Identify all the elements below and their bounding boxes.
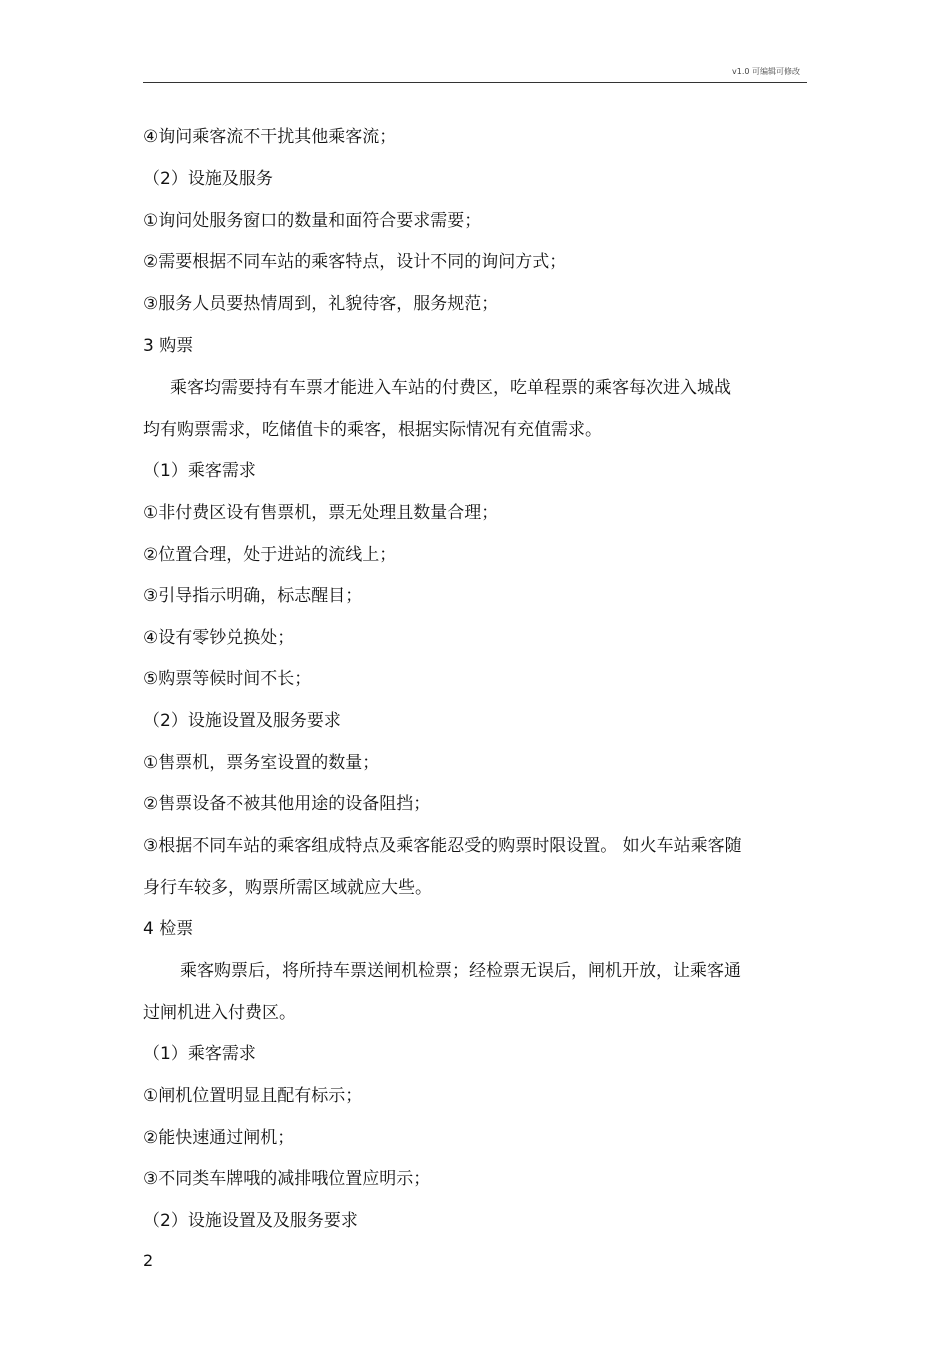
section-heading: （2）设施及服务 xyxy=(143,169,273,189)
text-line: ③服务人员要热情周到，礼貌待客，服务规范； xyxy=(143,294,499,314)
paragraph-line: 乘客均需要持有车票才能进入车站的付费区，吃单程票的乘客每次进入城战 xyxy=(170,378,731,398)
text-line: ③引导指示明确，标志醒目； xyxy=(143,586,363,606)
section-heading: （2）设施设置及及服务要求 xyxy=(143,1211,358,1231)
text-line: ④询问乘客流不干扰其他乘客流； xyxy=(143,127,397,147)
header-version-label: v1.0 可编辑可修改 xyxy=(732,67,800,76)
text-line: ②售票设备不被其他用途的设备阻挡； xyxy=(143,794,431,814)
text-line: ⑤购票等候时间不长； xyxy=(143,669,312,689)
page-number: 2 xyxy=(143,1251,154,1270)
paragraph-line: 过闸机进入付费区。 xyxy=(143,1003,296,1023)
text-line: ③根据不同车站的乘客组成特点及乘客能忍受的购票时限设置。 如火车站乘客随 xyxy=(143,836,742,856)
text-line: ③不同类车牌哦的减排哦位置应明示； xyxy=(143,1169,431,1189)
section-heading: 3 购票 xyxy=(143,336,194,356)
paragraph-line: 均有购票需求，吃储值卡的乘客，根据实际情况有充值需求。 xyxy=(143,420,602,440)
header-divider xyxy=(143,82,807,83)
text-line: ①售票机，票务室设置的数量； xyxy=(143,753,380,773)
text-line: ②能快速通过闸机； xyxy=(143,1128,295,1148)
paragraph-line: 乘客购票后，将所持车票送闸机检票；经检票无误后，闸机开放，让乘客通 xyxy=(180,961,741,981)
text-line: ①闸机位置明显且配有标示； xyxy=(143,1086,363,1106)
text-line: ①询问处服务窗口的数量和面符合要求需要； xyxy=(143,211,482,231)
section-heading: 4 检票 xyxy=(143,919,194,939)
text-line: ①非付费区设有售票机，票无处理且数量合理； xyxy=(143,503,499,523)
text-line: 身行车较多，购票所需区域就应大些。 xyxy=(143,878,432,898)
text-line: ④设有零钞兑换处； xyxy=(143,628,295,648)
section-heading: （1）乘客需求 xyxy=(143,461,256,481)
section-heading: （2）设施设置及服务要求 xyxy=(143,711,341,731)
text-line: ②位置合理，处于进站的流线上； xyxy=(143,545,397,565)
text-line: ②需要根据不同车站的乘客特点，设计不同的询问方式； xyxy=(143,252,567,272)
section-heading: （1）乘客需求 xyxy=(143,1044,256,1064)
